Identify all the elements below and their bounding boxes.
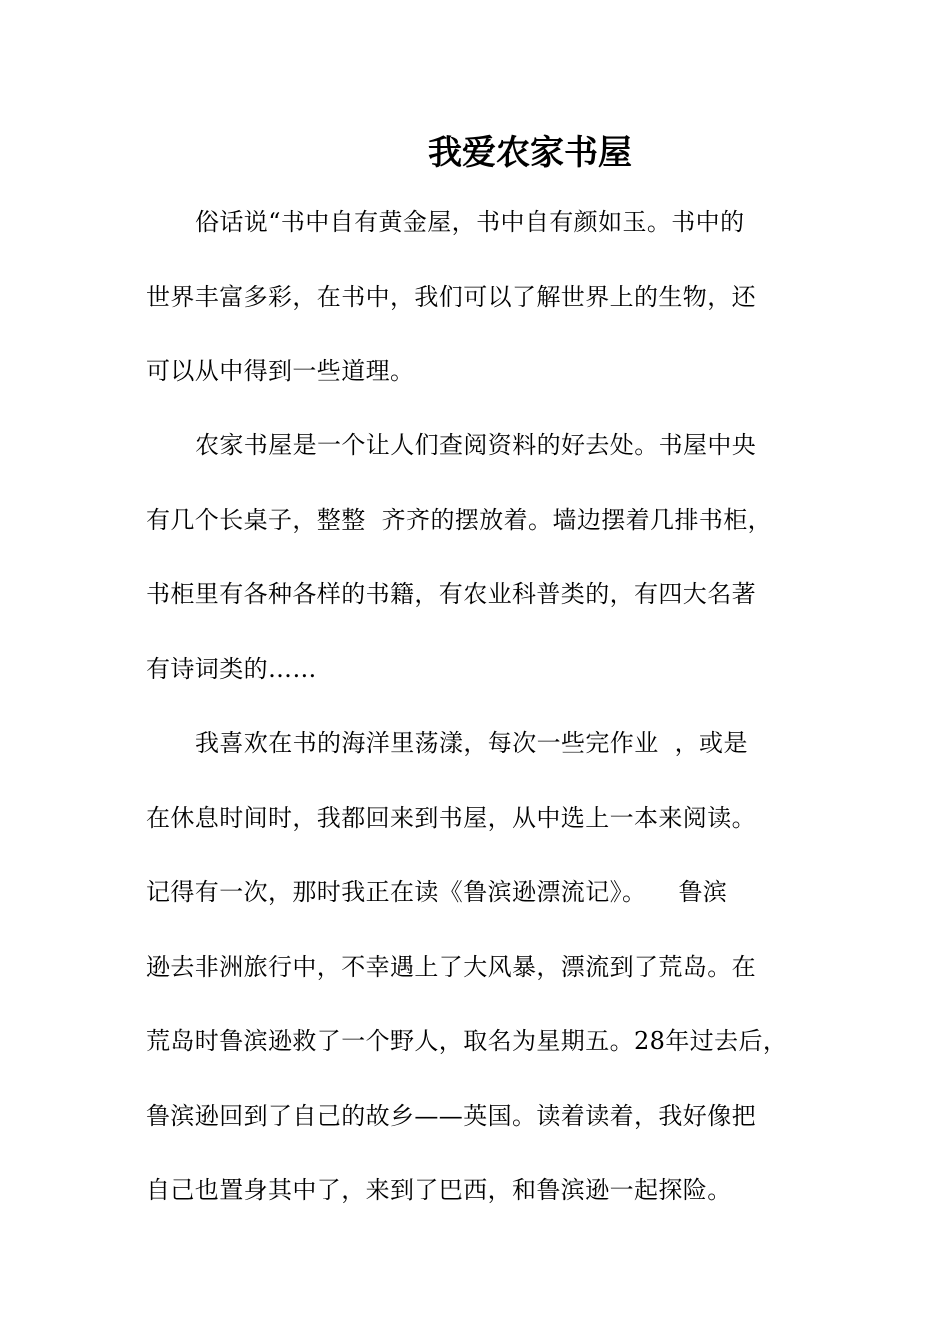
paragraph-1-line-1: 俗话说“书中自有黄金屋，书中自有颜如玉。书中的 — [195, 208, 745, 236]
paragraph-2-line-1: 农家书屋是一个让人们查阅资料的好去处。书屋中央 — [195, 431, 757, 459]
paragraph-3-line-6: 鲁滨逊回到了自己的故乡——英国。读着读着，我好像把 — [146, 1102, 756, 1130]
paragraph-2-line-3: 书柜里有各种各样的书籍，有农业科普类的，有四大名著 — [146, 580, 756, 608]
paragraph-2-line-2: 有几个长桌子，整整 齐齐的摆放着。墙边摆着几排书柜， — [146, 506, 773, 534]
paragraph-3-line-7: 自己也置身其中了，来到了巴西，和鲁滨逊一起探险。 — [146, 1176, 732, 1204]
paragraph-2-line-4: 有诗词类的…… — [146, 655, 317, 683]
paragraph-3-line-4: 逊去非洲旅行中，不幸遇上了大风暴，漂流到了荒岛。在 — [146, 953, 756, 981]
paragraph-1-line-2: 世界丰富多彩，在书中，我们可以了解世界上的生物，还 — [146, 283, 756, 311]
paragraph-3-line-5: 荒岛时鲁滨逊救了一个野人，取名为星期五。28年过去后， — [146, 1027, 788, 1055]
paragraph-1-line-3: 可以从中得到一些道理。 — [146, 357, 415, 385]
document-title: 我爱农家书屋 — [428, 133, 632, 173]
paragraph-3-line-2: 在休息时间时，我都回来到书屋，从中选上一本来阅读。 — [146, 804, 756, 832]
paragraph-3-line-3: 记得有一次，那时我正在读《鲁滨逊漂流记》。 鲁滨 — [146, 878, 728, 906]
paragraph-3-line-1: 我喜欢在书的海洋里荡漾，每次一些完作业 ，或是 — [195, 729, 748, 757]
